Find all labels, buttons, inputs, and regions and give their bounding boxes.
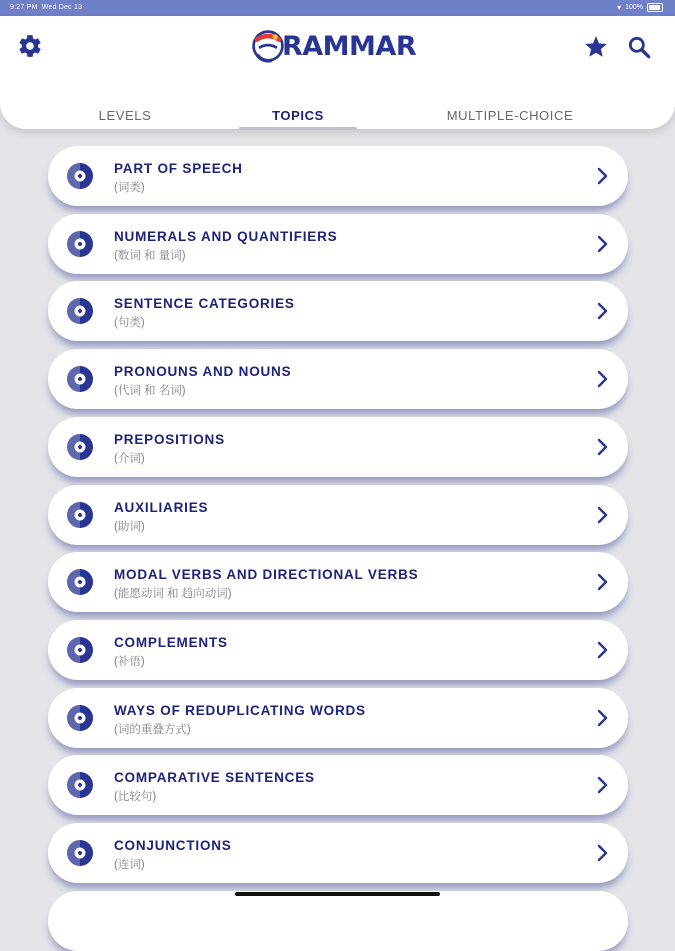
- battery-percent: 100%: [625, 4, 643, 11]
- topic-title: MODAL VERBS AND DIRECTIONAL VERBS: [114, 567, 419, 583]
- tab-levels[interactable]: LEVELS: [98, 107, 152, 123]
- search-button[interactable]: [625, 33, 653, 61]
- topic-item[interactable]: [48, 146, 628, 206]
- wifi-icon: ▾: [617, 3, 622, 12]
- topic-subtitle: (连词): [114, 859, 145, 871]
- chevron-right-icon: [596, 234, 610, 254]
- topic-disc-icon: [66, 771, 94, 799]
- chevron-right-icon: [596, 301, 610, 321]
- topic-disc-icon: [66, 297, 94, 325]
- favorites-button[interactable]: [582, 33, 610, 61]
- topic-title: AUXILIARIES: [114, 499, 209, 515]
- chevron-right-icon: [596, 437, 610, 457]
- chevron-right-icon: [596, 369, 610, 389]
- topic-subtitle: (句类): [114, 317, 145, 330]
- topic-item[interactable]: [48, 620, 628, 680]
- star-icon: [583, 34, 609, 60]
- topic-item[interactable]: [48, 281, 628, 341]
- app-logo: [250, 27, 416, 65]
- topic-subtitle: (助词): [114, 520, 145, 533]
- chevron-right-icon: [596, 640, 610, 660]
- chevron-right-icon: [596, 572, 610, 592]
- topic-subtitle: (介词): [114, 452, 145, 465]
- topic-item[interactable]: [48, 688, 628, 748]
- topic-subtitle: (能愿动词 和 趋向动词): [114, 588, 232, 601]
- topic-title: SENTENCE CATEGORIES: [114, 296, 295, 312]
- logo-globe-icon: [250, 28, 286, 64]
- tab-topics[interactable]: TOPICS: [272, 107, 324, 123]
- status-date: Wed Dec 13: [41, 4, 83, 11]
- chevron-right-icon: [596, 843, 610, 863]
- topic-disc-icon: [66, 365, 94, 393]
- topic-disc-icon: [66, 636, 94, 664]
- chevron-right-icon: [596, 708, 610, 728]
- app-header: [0, 16, 675, 129]
- topic-item[interactable]: [48, 485, 628, 545]
- topic-title: PREPOSITIONS: [114, 431, 225, 447]
- topic-item[interactable]: [48, 823, 628, 883]
- status-time: 9:27 PM: [10, 4, 38, 11]
- topic-item[interactable]: [48, 552, 628, 612]
- active-tab-indicator: [239, 127, 357, 130]
- topic-item[interactable]: [48, 417, 628, 477]
- topic-disc-icon: [66, 162, 94, 190]
- topic-disc-icon: [66, 568, 94, 596]
- logo-text: RAMMAR: [282, 30, 417, 62]
- topic-title: NUMERALS AND QUANTIFIERS: [114, 228, 338, 244]
- topic-disc-icon: [66, 839, 94, 867]
- topic-title: PART OF SPEECH: [114, 161, 243, 176]
- topic-subtitle: (词的重叠方式): [114, 723, 191, 736]
- topic-title: COMPARATIVE SENTENCES: [114, 770, 315, 786]
- gear-icon: [17, 33, 43, 59]
- topic-title: COMPLEMENTS: [114, 634, 228, 650]
- chevron-right-icon: [596, 505, 610, 525]
- settings-button[interactable]: [16, 32, 44, 60]
- topic-disc-icon: [66, 433, 94, 461]
- topic-item[interactable]: [48, 755, 628, 815]
- topic-disc-icon: [66, 704, 94, 732]
- tab-multiple-choice[interactable]: MULTIPLE-CHOICE: [446, 107, 574, 123]
- topic-subtitle: (代词 和 名词): [114, 385, 186, 398]
- topic-item[interactable]: [48, 349, 628, 409]
- topic-title: WAYS OF REDUPLICATING WORDS: [114, 702, 366, 718]
- topic-disc-icon: [66, 501, 94, 529]
- tab-bar: [0, 102, 675, 130]
- topic-subtitle: (补语): [114, 655, 145, 668]
- topic-disc-icon: [66, 230, 94, 258]
- chevron-right-icon: [596, 775, 610, 795]
- topic-subtitle: (词类): [114, 182, 145, 194]
- topic-title: CONJUNCTIONS: [114, 838, 232, 853]
- topic-subtitle: (比较句): [114, 791, 157, 804]
- search-icon: [626, 34, 652, 60]
- topic-title: PRONOUNS AND NOUNS: [114, 364, 292, 380]
- chevron-right-icon: [596, 166, 610, 186]
- topic-item[interactable]: [48, 214, 628, 274]
- topic-subtitle: (数词 和 量词): [114, 249, 186, 262]
- home-indicator: [235, 892, 440, 896]
